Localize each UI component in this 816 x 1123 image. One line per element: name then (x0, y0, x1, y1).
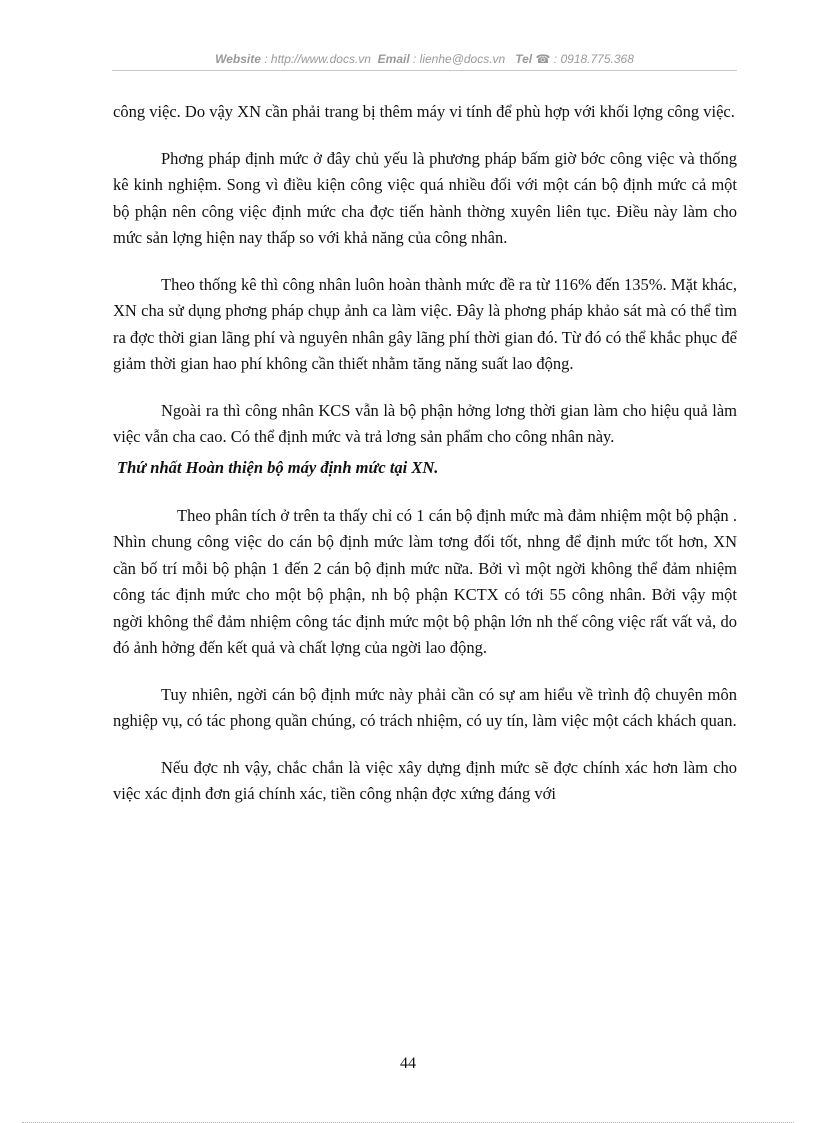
tel-label: Tel (515, 52, 533, 66)
paragraph-5: Theo phân tích ở trên ta thấy chỉ có 1 cán bộ định mức mà đảm nhiệm một bộ phận . Nhìn chung công việc do cán bộ định mức làm tơng đối tốt, nhng để định mức tốt hơn, XN cần bố trí mỗi bộ phận 1 đến 2 cán bộ định mức nữa. Bởi vì một ngời không thể đảm nhiệm công tác định mức cho một bộ phận, nh bộ phận KCTX có tới 55 công nhân. Bởi vậy một ngời không thể đảm nhiệm công tác định mức một bộ phận lớn nh thế công việc rất vất vả, do đó ảnh hởng đến kết quả và chất lợng của ngời lao động. (113, 505, 737, 657)
email-value: : lienhe@docs.vn (413, 52, 506, 66)
header-divider (112, 70, 737, 71)
tel-value: : 0918.775.368 (553, 52, 634, 66)
paragraph-4: Ngoài ra thì công nhân KCS vẫn là bộ phận hởng lơng thời gian làm cho hiệu quả làm việc vẫn cha cao. Có thể định mức và trả lơng sản phẩm cho công nhân này. (113, 400, 737, 446)
phone-icon: ☎ (535, 52, 551, 66)
paragraph-2: Phơng pháp định mức ở đây chủ yếu là phương pháp bấm giờ bớc công việc và thống kê kinh nghiệm. Song vì điều kiện công việc quá nhiều đối với một cán bộ định mức cả một bộ phận nên công việc định mức cha đợc tiến hành thờng xuyên liên tục. Điều này làm cho mức sản lợng hiện nay thấp so với khả năng của công nhân. (113, 148, 737, 247)
paragraph-7: Nếu đợc nh vậy, chắc chắn là việc xây dựng định mức sẽ đợc chính xác hơn làm cho việc xác định đơn giá chính xác, tiền công nhận đợc xứng đáng với (113, 757, 737, 803)
website-label: Website (215, 52, 261, 66)
paragraph-1: công việc. Do vậy XN cần phải trang bị thêm máy vi tính để phù hợp với khối lợng công việc. (113, 102, 735, 121)
section-heading: Thứ nhất Hoàn thiện bộ máy định mức tại XN. (117, 457, 439, 477)
paragraph-6: Tuy nhiên, ngời cán bộ định mức này phải cần có sự am hiểu về trình độ chuyên môn nghiệp vụ, có tác phong quần chúng, có trách nhiệm, có uy tín, làm việc một cách khách quan. (113, 684, 737, 730)
page-body (113, 99, 737, 828)
email-label: Email (377, 52, 410, 66)
page-number: 44 (400, 1055, 416, 1072)
website-value: : http://www.docs.vn (264, 52, 371, 66)
paragraph-3: Theo thống kê thì công nhân luôn hoàn thành mức đề ra từ 116% đến 135%. Mặt khác, XN cha sử dụng phơng pháp chụp ảnh ca làm việc. Đây là phơng pháp khảo sát mà có thể tìm ra đợc thời gian lãng phí và nguyên nhân gây lãng phí thời gian đó. Từ đó có thể khắc phục để giảm thời gian hao phí không cần thiết nhằm tăng năng suất lao động. (113, 274, 737, 373)
page-header (112, 52, 737, 66)
